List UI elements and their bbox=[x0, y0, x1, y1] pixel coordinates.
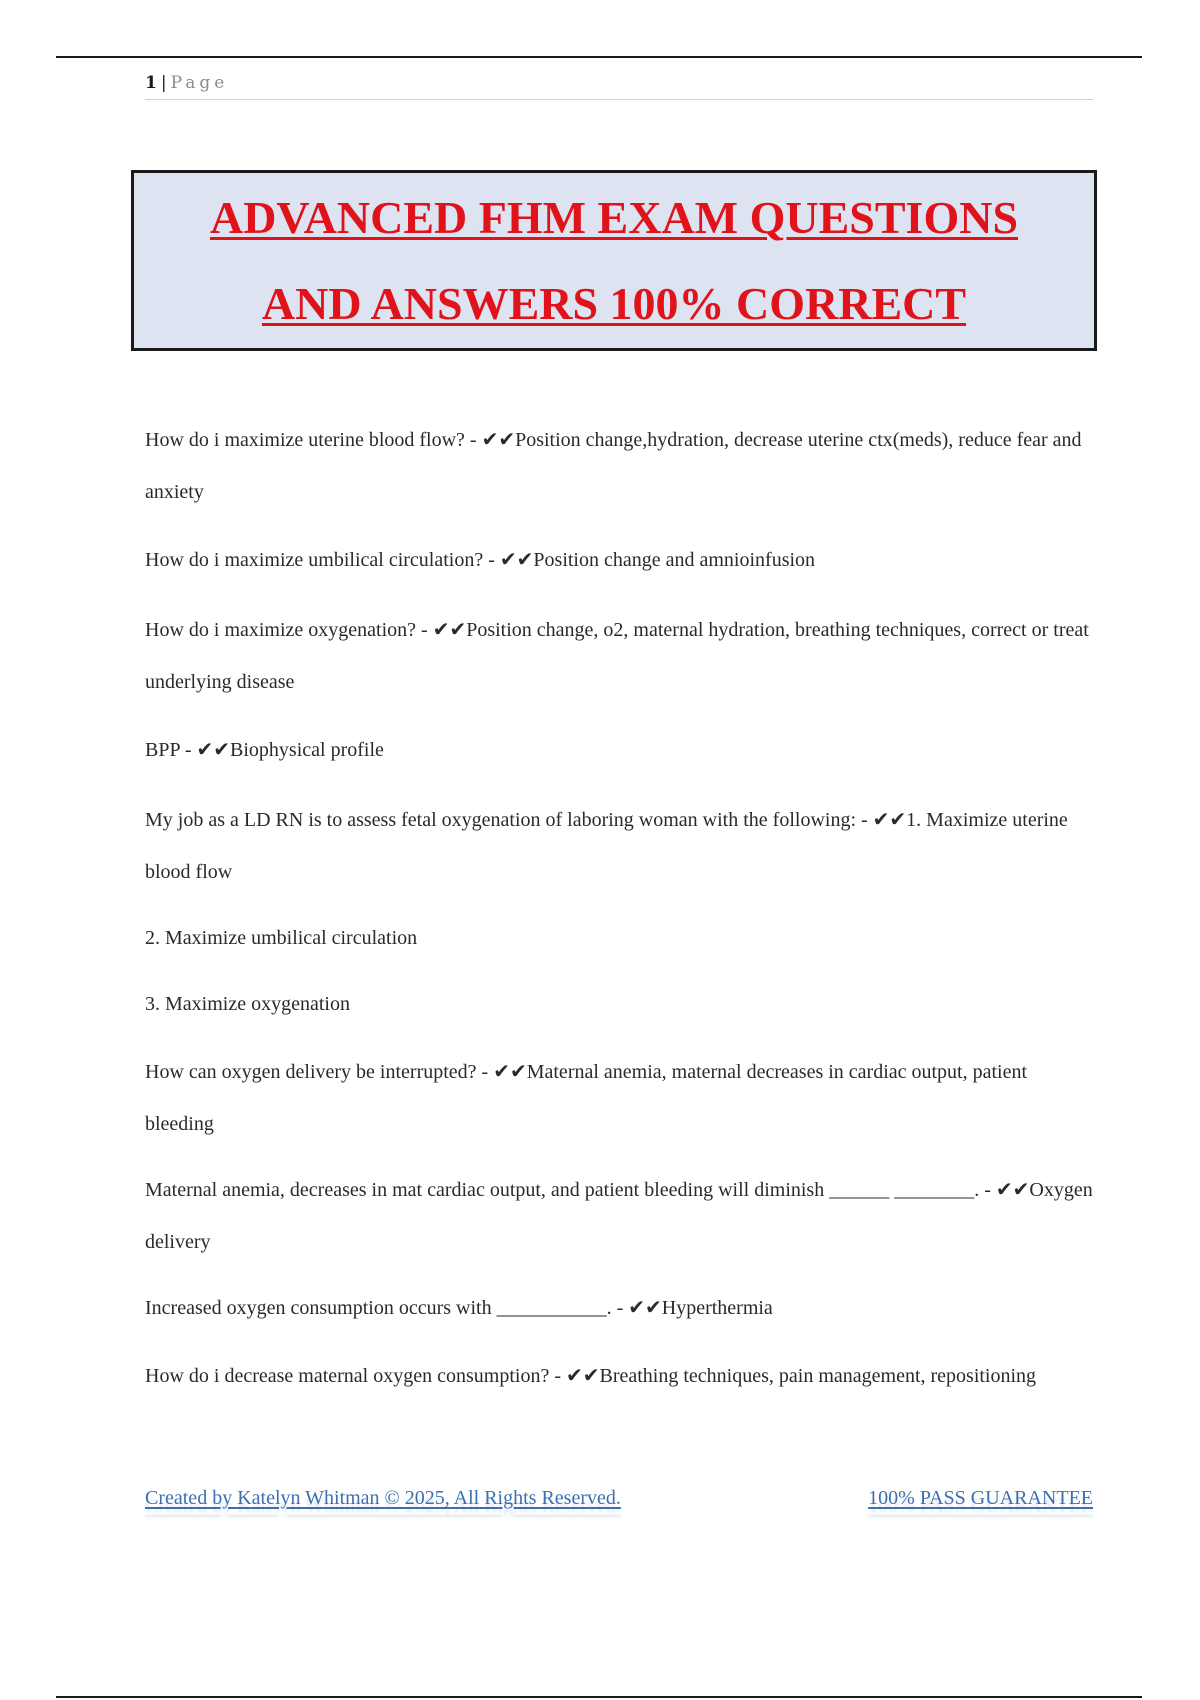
page-header bbox=[145, 73, 1093, 100]
qa-paragraph-7: 3. Maximize oxygenation bbox=[145, 993, 350, 1015]
qa-paragraph-6: 2. Maximize umbilical circulation bbox=[145, 927, 418, 949]
title-line-1: ADVANCED FHM EXAM QUESTIONS bbox=[209, 191, 1019, 243]
qa-paragraph-2: How do i maximize umbilical circulation? - ✔✔Position change and amnioinfusion bbox=[145, 549, 816, 571]
qa-paragraph-5: My job as a LD RN is to assess fetal oxygenation of laboring woman with the following: - ✔✔1. Maximize uterine blood flow bbox=[145, 809, 1068, 883]
title-line-2: AND ANSWERS 100% CORRECT bbox=[261, 277, 967, 329]
qa-content bbox=[145, 414, 1093, 1402]
qa-paragraph-4: BPP - ✔✔Biophysical profile bbox=[145, 739, 384, 761]
qa-paragraph-10: Increased oxygen consumption occurs with ___________. - ✔✔Hyperthermia bbox=[145, 1297, 773, 1319]
qa-paragraph-3: How do i maximize oxygenation? - ✔✔Position change, o2, maternal hydration, breathing techniques, correct or treat underlying disease bbox=[145, 619, 1089, 693]
title-box bbox=[131, 170, 1097, 351]
page-footer bbox=[145, 1487, 1093, 1510]
qa-paragraph-9: Maternal anemia, decreases in mat cardiac output, and patient bleeding will diminish ______ ________. - ✔✔Oxygen delivery bbox=[145, 1179, 1093, 1253]
top-rule bbox=[56, 56, 1142, 58]
bottom-rule bbox=[56, 1696, 1142, 1698]
qa-paragraph-11: How do i decrease maternal oxygen consumption? - ✔✔Breathing techniques, pain management, repositioning bbox=[145, 1365, 1037, 1387]
page-number: 1 bbox=[145, 73, 157, 93]
qa-paragraph-8: How can oxygen delivery be interrupted? - ✔✔Maternal anemia, maternal decreases in cardiac output, patient bleeding bbox=[145, 1061, 1028, 1135]
qa-paragraph-1: How do i maximize uterine blood flow? - ✔✔Position change,hydration, decrease uterine ctx(meds), reduce fear and anxiety bbox=[145, 429, 1082, 503]
footer-guarantee: 100% PASS GUARANTEE bbox=[868, 1487, 1093, 1509]
page-separator: | bbox=[160, 73, 167, 93]
page-label: Page bbox=[170, 73, 229, 93]
footer-copyright: Created by Katelyn Whitman © 2025, All Rights Reserved. bbox=[145, 1487, 621, 1509]
